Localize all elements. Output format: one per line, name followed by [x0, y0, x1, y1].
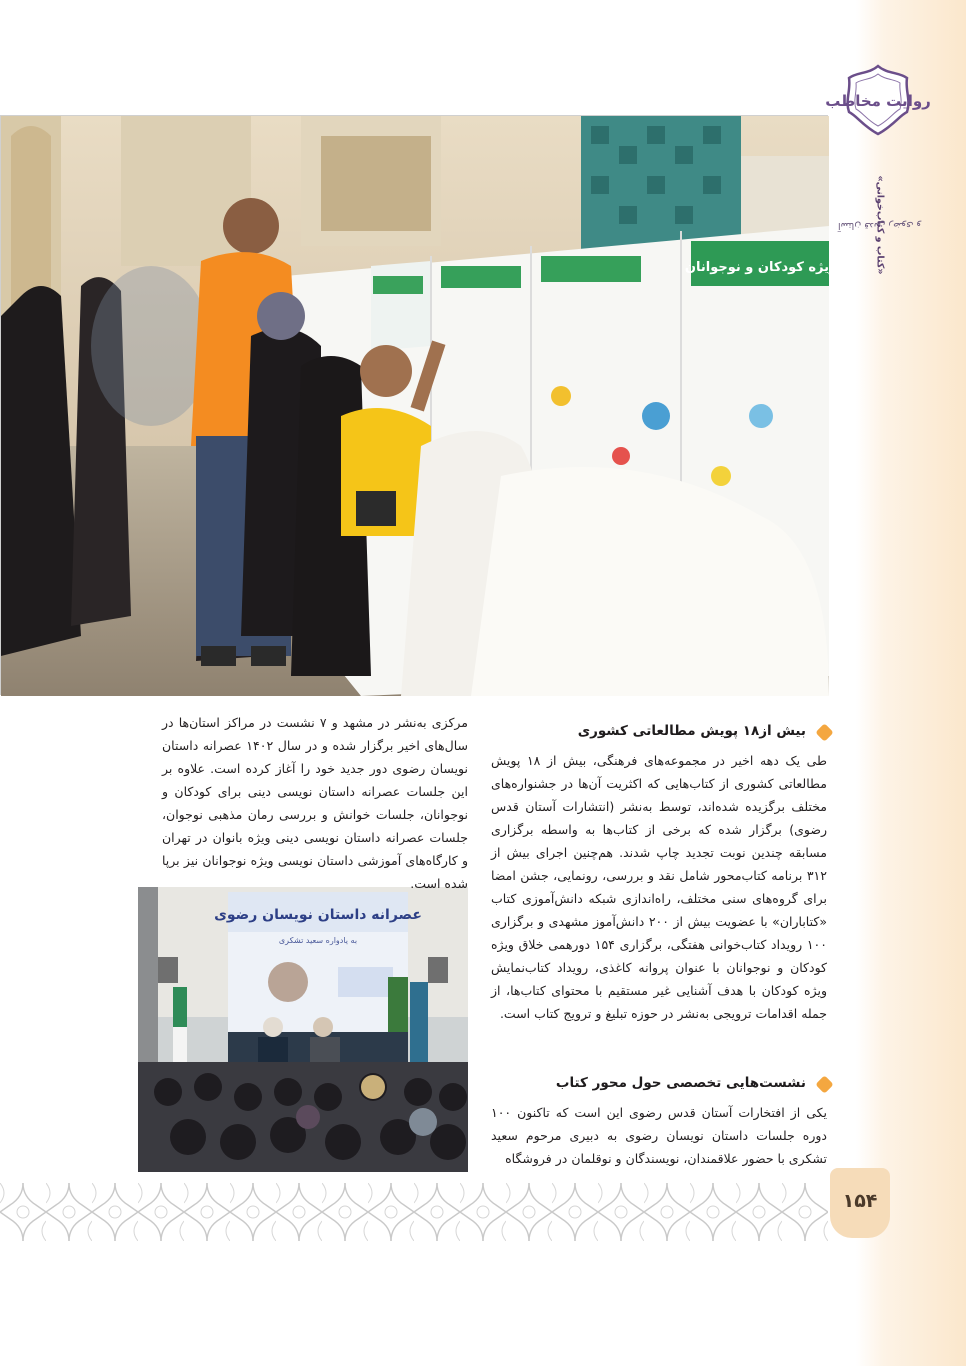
main-photo [0, 115, 838, 695]
section1-bullet-icon [815, 723, 833, 741]
main-photo-banner-text: ویژه کودکان و نوجوانان [684, 260, 838, 275]
section2-body: یکی از افتخارات آستان قدس رضوی این است که تاکنون ۱۰۰ دوره جلسات داستان نویسان رضوی به دبیری مرحوم سعید تشکری با حضور علاقمندان، نویسندگان و نوقلمان در فروشگاه [491, 1105, 827, 1166]
magazine-logo [825, 64, 931, 136]
logo-text: روایت مخاطب [825, 92, 931, 110]
side-caption-prefix: آستان قدس رضوی و [838, 219, 922, 231]
left-column-body: مرکزی به‌نشر در مشهد و ۷ نشست در مراکز استان‌ها در سال‌های اخیر برگزار شده و در سال ۱۴۰۲ عصرانه داستان نویسان رضوی دور جدید خود را آغاز کرده است. علاوه بر این جلسات عصرانه داستان نویسی دینی برای کودکان و نوجوانان، جلسات خوانش و بررسی رمان مذهبی نوجوان، جلسات عصرانه داستان نویسی دینی ویژه بانوان در تهران و کارگاه‌های آموزشی داستان نویسی ویژه نوجوانان نیز برپا شده است. [162, 715, 469, 891]
conference-banner-subtext: به یادواره سعید تشکری [278, 936, 358, 945]
conference-banner-text: عصرانه داستان نویسان رضوی [214, 907, 422, 923]
side-caption [838, 150, 922, 300]
conference-photo [138, 887, 468, 1172]
decorative-pattern [0, 1183, 828, 1241]
page-number: ۱۵۴ [842, 1190, 878, 1212]
section1-heading: بیش از۱۸ پویش مطالعاتی کشوری [577, 723, 806, 739]
section2-heading: نشست‌هایی تخصصی حول محور کتاب [555, 1075, 806, 1091]
section2-bullet-icon [815, 1075, 833, 1093]
side-caption-bold: «کتاب و کتاب‌خوانی» [874, 175, 886, 275]
section1-body: طی یک دهه اخیر در مجموعه‌های فرهنگی، بیش از ۱۸ پویش مطالعاتی کشوری از کتاب‌هایی که اکثریت آن‌ها در جشنواره‌های مختلف برگزیده شده‌اند، توسط به‌نشر (انتشارات آستان قدس رضوی) برگزار شده که برخی از کتاب‌ها به واسطه برگزاری مسابقه چندین نوبت تجدید چاپ شدند. هم‌چنین اجرای بیش از ۳۱۲ برنامه کتاب‌محور شامل نقد و بررسی، رونمایی، جشن امضا برای گروه‌های سنی مختلف، راه‌اندازی شبکه دانش‌آموزی کتاب «کتاباران» با عضویت بیش از ۲۰۰ دانش‌آموز مشهدی و برگزاری ۱۰۰ رویداد کتاب‌خوانی هفتگی، برگزاری ۱۵۴ دورهمی خلاق ویژه کودکان و نوجوانان با عنوان پروانه کاغذی، رویداد کتاب‌نمایش ویژه کودکان با هدف آشنایی غیر مستقیم با محتوای کتاب‌ها، از جمله اقدامات ترویجی به‌نشر در حوزه تبلیغ و ترویج کتاب است. [491, 753, 827, 1021]
